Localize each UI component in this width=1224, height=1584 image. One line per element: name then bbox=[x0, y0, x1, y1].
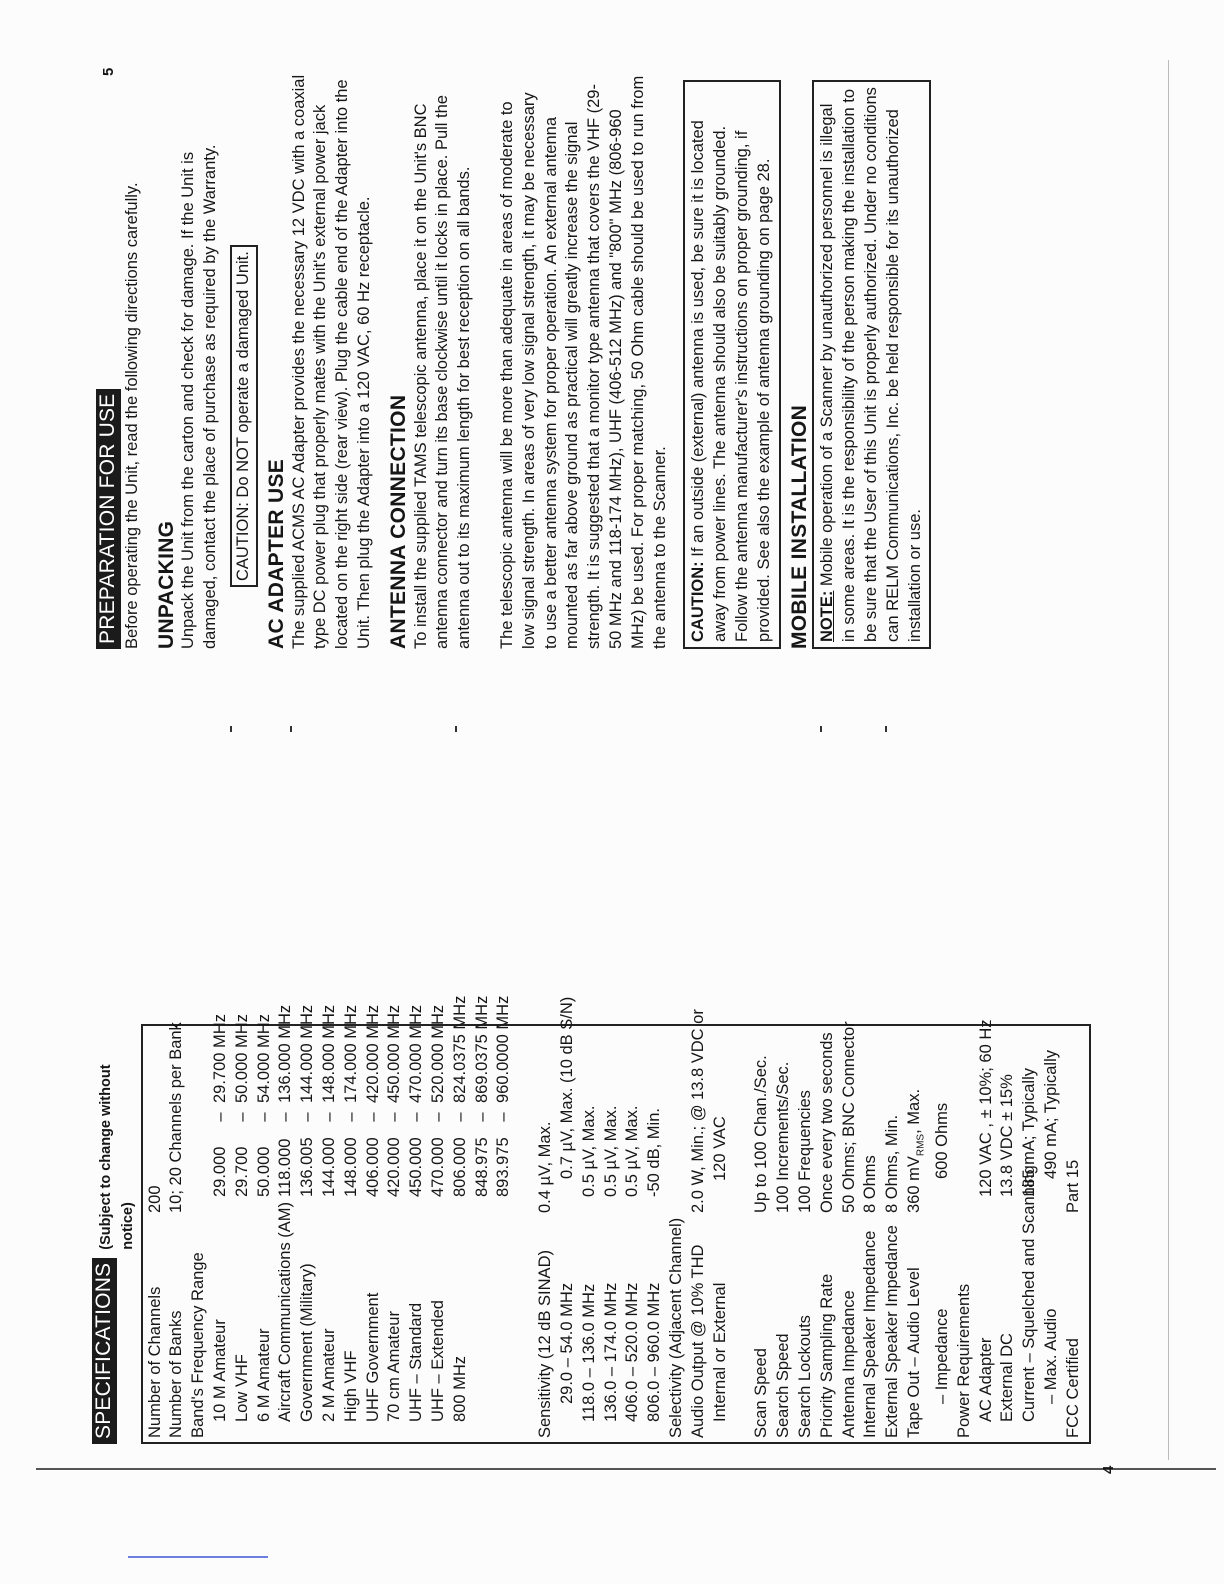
unpacking-text: Unpack the Unit from the carton and check for damage. If the Unit is damaged, contact the place of purchase as required by the Warranty. bbox=[179, 144, 220, 649]
spec-row bbox=[644, 1030, 666, 1438]
spec-label: 800 MHz bbox=[450, 1355, 469, 1422]
spec-value bbox=[472, 996, 494, 1197]
spec-value-text: -50 dB, Min. bbox=[645, 1108, 664, 1197]
spec-value bbox=[210, 1014, 232, 1197]
spec-row bbox=[997, 1030, 1019, 1438]
spec-row bbox=[601, 1030, 623, 1438]
spec-row bbox=[319, 1004, 341, 1438]
antenna-text-1: To install the supplied TAMS telescopic antenna, place it on the Unit's BNC antenna connector and turn its base clockwise until it locks in place. Pull the antenna out to its maximum length for best reception on all bands. bbox=[411, 95, 474, 649]
spec-value-text: Up to 100 Chan./Sec. bbox=[752, 1055, 771, 1213]
spec-value bbox=[1041, 1030, 1063, 1179]
range-high: 29.700 MHz bbox=[210, 1014, 229, 1103]
spec-row bbox=[535, 1030, 557, 1438]
spec-row bbox=[406, 1004, 428, 1438]
spec-value bbox=[579, 1030, 601, 1197]
spec-value bbox=[166, 1022, 188, 1213]
spec-value-text: 10; 20 Channels per Bank bbox=[167, 1022, 186, 1213]
spec-value-text: 600 Ohms bbox=[932, 1102, 951, 1179]
spec-value bbox=[688, 1009, 710, 1213]
antenna-text-2: The telescopic antenna will be more than adequate in areas of moderate to low signal strength. In areas of very low signal strength, it may be necessary to use a better antenna system for proper operation. An external antenna mounted as far above ground as practical will greatly increase the signal strength. It is suggested that a monitor type antenna that covers the VHF (29-50 MHz and 118-174 MHz), UHF (406-512 MHz) and "800" MHz (806-960 MHz) be used. For proper matching, 50 Ohm cable should be used to run from the antenna to the Scanner. bbox=[497, 75, 669, 649]
spec-row bbox=[188, 1030, 210, 1438]
range-high: 148.000 MHz bbox=[319, 1004, 338, 1103]
specifications-subtitle: (Subject to change without notice) bbox=[98, 1064, 136, 1250]
range-high: 960.0000 MHz bbox=[494, 995, 513, 1103]
spec-value bbox=[319, 1005, 341, 1197]
spec-label: Band's Frequency Range bbox=[189, 1252, 208, 1438]
ac-adapter-heading: AC ADAPTER USE bbox=[264, 458, 288, 649]
spec-label: High VHF bbox=[341, 1350, 360, 1422]
range-low: 50.000 bbox=[254, 1146, 273, 1197]
spec-label: Search Speed bbox=[774, 1333, 793, 1438]
spec-label: 406.0 – 520.0 MHz bbox=[623, 1282, 642, 1422]
spec-value bbox=[839, 1021, 861, 1213]
spec-row bbox=[622, 1030, 644, 1438]
spec-label: – Max. Audio bbox=[1041, 1308, 1060, 1404]
spec-label: Current – Squelched and Scanning bbox=[1020, 1165, 1039, 1422]
spec-row bbox=[363, 1004, 385, 1438]
mobile-note-label: NOTE: bbox=[818, 590, 837, 642]
preparation-intro: Before operating the Unit, read the following directions carefully. bbox=[122, 182, 141, 649]
spec-label: 6 M Amateur bbox=[254, 1328, 273, 1422]
range-low: 144.000 bbox=[319, 1137, 338, 1197]
spec-value bbox=[145, 1030, 167, 1213]
spec-value-tail: , Max. bbox=[904, 1088, 923, 1134]
spec-row bbox=[232, 1014, 254, 1438]
scan-mark bbox=[290, 726, 292, 732]
spec-value bbox=[751, 1030, 773, 1213]
spec-row bbox=[1019, 1030, 1041, 1438]
spec-label: 2 M Amateur bbox=[319, 1328, 338, 1422]
range-dash: – bbox=[363, 1112, 382, 1122]
spec-value bbox=[1019, 1030, 1041, 1197]
spec-value bbox=[644, 1030, 666, 1197]
spec-label: External DC bbox=[998, 1333, 1017, 1422]
range-high: 420.000 MHz bbox=[363, 1004, 382, 1103]
spec-value-text: 0.5 µV, Max. bbox=[623, 1105, 642, 1197]
range-dash: – bbox=[428, 1112, 447, 1122]
spec-gap bbox=[515, 1030, 535, 1438]
antenna-caution-label: CAUTION: bbox=[689, 561, 708, 642]
range-high: 520.000 MHz bbox=[428, 1004, 447, 1103]
antenna-heading: ANTENNA CONNECTION bbox=[386, 394, 410, 649]
spec-label: External Speaker Impedance bbox=[883, 1225, 902, 1438]
spec-value bbox=[601, 1030, 623, 1197]
range-dash: – bbox=[450, 1112, 469, 1122]
spec-row bbox=[579, 1030, 601, 1438]
scan-mark bbox=[230, 726, 232, 732]
spec-value bbox=[904, 1030, 932, 1213]
spec-label: UHF – Extended bbox=[428, 1300, 447, 1422]
spec-value-text: 120 VAC , ± 10%; 60 Hz bbox=[976, 1019, 995, 1197]
range-low: 29.700 bbox=[232, 1146, 251, 1197]
spec-label bbox=[493, 1197, 515, 1438]
spec-label: 136.0 – 174.0 MHz bbox=[601, 1282, 620, 1422]
spec-label: Number of Channels bbox=[145, 1286, 164, 1438]
spec-value bbox=[535, 1030, 557, 1213]
spec-row bbox=[932, 1030, 954, 1438]
spec-label: Number of Banks bbox=[167, 1310, 186, 1438]
spec-label: Tape Out – Audio Level bbox=[904, 1267, 923, 1438]
spec-row bbox=[1041, 1030, 1063, 1438]
spec-row bbox=[275, 1004, 297, 1438]
spec-value-text: 13.8 VDC ± 15% bbox=[998, 1074, 1017, 1197]
spec-value bbox=[493, 996, 515, 1197]
mobile-note bbox=[812, 80, 931, 649]
spec-value bbox=[622, 1030, 644, 1197]
spec-row bbox=[1063, 1030, 1085, 1438]
spec-label: Antenna Impedance bbox=[839, 1290, 858, 1438]
spec-row bbox=[751, 1030, 773, 1438]
range-low: 148.000 bbox=[341, 1137, 360, 1197]
spec-label: Government (Military) bbox=[298, 1263, 317, 1422]
spec-label: 806.0 – 960.0 MHz bbox=[645, 1282, 664, 1422]
spec-value bbox=[363, 1005, 385, 1197]
range-high: 54.000 MHz bbox=[254, 1014, 273, 1103]
range-low: 848.975 bbox=[472, 1137, 491, 1197]
range-high: 450.000 MHz bbox=[385, 1004, 404, 1103]
spec-value-text: 490 mA; Typically bbox=[1041, 1049, 1060, 1179]
spec-value bbox=[932, 1030, 954, 1179]
spec-row bbox=[839, 1021, 861, 1438]
spec-value bbox=[384, 1005, 406, 1197]
specifications-table bbox=[141, 995, 1091, 1444]
spec-value-text: 200 bbox=[145, 1185, 164, 1213]
spec-row bbox=[450, 995, 472, 1438]
specifications-page bbox=[92, 995, 1091, 1444]
range-low: 470.000 bbox=[428, 1137, 447, 1197]
spec-value bbox=[188, 1030, 210, 1213]
range-high: 824.0375 MHz bbox=[450, 995, 469, 1103]
spec-value bbox=[860, 1030, 882, 1213]
spec-value-text: 8 Ohms, Min. bbox=[883, 1114, 902, 1213]
spec-value-text: 100 Frequencies bbox=[795, 1090, 814, 1213]
spec-gap bbox=[731, 1030, 751, 1438]
spec-value-text: 100 Increments/Sec. bbox=[774, 1061, 793, 1213]
spec-value-text: 0.4 µV, Max. bbox=[536, 1121, 555, 1213]
spec-value bbox=[882, 1030, 904, 1213]
spec-value bbox=[710, 1030, 732, 1197]
spec-label: Aircraft Communications (AM) bbox=[276, 1201, 295, 1422]
spec-value bbox=[428, 1005, 450, 1197]
range-dash: – bbox=[210, 1112, 229, 1122]
preparation-header bbox=[96, 74, 121, 649]
spec-label: UHF – Standard bbox=[407, 1302, 426, 1422]
range-low: 406.000 bbox=[363, 1137, 382, 1197]
spec-value bbox=[341, 1005, 363, 1197]
ac-adapter-text: The supplied ACMS AC Adapter provides the necessary 12 VDC with a coaxial type DC power plug that properly mates with the Unit's external power jack located on the right side (rear view). Plug the cable end of the Adapter into the Unit. Then plug the Adapter into a 120 VAC, 60 Hz receptacle. bbox=[289, 74, 373, 649]
spec-value bbox=[976, 1019, 998, 1197]
spec-label: Priority Sampling Rate bbox=[817, 1273, 836, 1438]
spec-label: UHF Government bbox=[363, 1292, 382, 1422]
spec-value-text: 2.0 W, Min.; @ 13.8 VDC or bbox=[688, 1009, 707, 1213]
range-high: 50.000 MHz bbox=[232, 1014, 251, 1103]
spec-row bbox=[428, 1004, 450, 1438]
spec-label: AC Adapter bbox=[976, 1337, 995, 1422]
preparation-title: PREPARATION FOR USE bbox=[96, 389, 121, 649]
unpacking-heading: UNPACKING bbox=[154, 520, 178, 649]
spec-value-text: Part 15 bbox=[1063, 1159, 1082, 1213]
spec-row bbox=[773, 1030, 795, 1438]
spec-row bbox=[817, 1030, 839, 1438]
page-number-left: 4 bbox=[1100, 1465, 1117, 1474]
range-dash: – bbox=[407, 1112, 426, 1122]
range-low: 118.000 bbox=[276, 1138, 295, 1197]
spec-value bbox=[666, 1030, 688, 1213]
spec-value-text: 120 VAC bbox=[710, 1116, 729, 1181]
range-low: 450.000 bbox=[407, 1137, 426, 1197]
spec-value-subscript: RMS bbox=[915, 1133, 927, 1157]
range-dash: – bbox=[298, 1112, 317, 1122]
spec-label: 118.0 – 136.0 MHz bbox=[579, 1283, 598, 1422]
spec-row bbox=[254, 1014, 276, 1438]
range-dash: – bbox=[472, 1112, 491, 1122]
spec-row bbox=[493, 995, 515, 1438]
spec-value bbox=[997, 1030, 1019, 1197]
spec-row bbox=[384, 1004, 406, 1438]
range-low: 893.975 bbox=[494, 1137, 513, 1197]
range-low: 420.000 bbox=[385, 1137, 404, 1197]
antenna-caution-text: If an outside (external) antenna is used, be sure it is located away from power lines. The antenna should also be suitably grounded. Follow the antenna manufacturer's instructions on proper grounding, if provided. See also the example of antenna grounding on page 28. bbox=[689, 120, 773, 642]
spec-label: Sensitivity (12 dB SINAD) bbox=[536, 1250, 555, 1438]
spec-value-text: 360 mV bbox=[904, 1156, 923, 1213]
spec-value-text: 8 Ohms bbox=[861, 1155, 880, 1213]
spec-label: Low VHF bbox=[232, 1354, 251, 1422]
range-high: 144.000 MHz bbox=[298, 1004, 317, 1103]
spec-label: Scan Speed bbox=[752, 1348, 771, 1438]
spec-value-text: 50 Ohms; BNC Connector bbox=[839, 1021, 858, 1213]
range-dash: – bbox=[341, 1112, 360, 1122]
range-dash: – bbox=[276, 1112, 295, 1122]
spec-row bbox=[688, 1009, 710, 1438]
spec-label: 29.0 – 54.0 MHz bbox=[557, 1282, 576, 1404]
spec-row bbox=[145, 1030, 167, 1438]
spec-row bbox=[976, 1019, 998, 1438]
spec-label: Audio Output @ 10% THD bbox=[688, 1244, 707, 1438]
spec-value bbox=[297, 1005, 319, 1197]
spec-row bbox=[795, 1030, 817, 1438]
mobile-heading: MOBILE INSTALLATION bbox=[787, 404, 811, 649]
spec-label: Search Lockouts bbox=[795, 1315, 814, 1438]
spec-value-text: 0.5 µV, Max. bbox=[579, 1105, 598, 1197]
range-dash: – bbox=[232, 1112, 251, 1122]
spec-value bbox=[773, 1030, 795, 1213]
page-number-right: 5 bbox=[100, 67, 117, 76]
spec-value bbox=[232, 1014, 254, 1197]
range-dash: – bbox=[254, 1112, 273, 1122]
spec-value bbox=[817, 1030, 839, 1213]
spec-value bbox=[557, 997, 579, 1179]
spec-label: Selectivity (Adjacent Channel) bbox=[666, 1217, 685, 1438]
spec-value bbox=[450, 996, 472, 1197]
range-high: 869.0375 MHz bbox=[472, 995, 491, 1103]
spec-value bbox=[275, 1005, 297, 1197]
spec-row bbox=[557, 996, 579, 1438]
range-low: 806.000 bbox=[450, 1137, 469, 1197]
range-dash: – bbox=[494, 1112, 513, 1122]
spec-row bbox=[666, 1030, 688, 1438]
spec-row bbox=[472, 995, 494, 1438]
spec-value bbox=[954, 1030, 976, 1213]
antenna-caution bbox=[683, 80, 780, 649]
spec-label: FCC Certified bbox=[1063, 1338, 1082, 1438]
range-high: 174.000 MHz bbox=[341, 1004, 360, 1103]
spec-value bbox=[254, 1014, 276, 1197]
range-dash: – bbox=[385, 1112, 404, 1122]
range-high: 136.000 MHz bbox=[276, 1004, 295, 1103]
spec-label bbox=[472, 1197, 494, 1438]
spec-value bbox=[795, 1030, 817, 1213]
spec-row bbox=[904, 1030, 932, 1438]
spec-value-text: 0.7 µV, Max. (10 dB S/N) bbox=[557, 996, 576, 1179]
specifications-title: SPECIFICATIONS bbox=[92, 1258, 117, 1444]
spec-label: 10 M Amateur bbox=[210, 1319, 229, 1422]
spec-row bbox=[954, 1030, 976, 1438]
scan-mark bbox=[455, 726, 457, 732]
range-low: 136.005 bbox=[298, 1137, 317, 1197]
spec-value-text: 185 mA; Typically bbox=[1020, 1067, 1039, 1197]
spec-value-text: 0.5 µV, Max. bbox=[601, 1105, 620, 1197]
spec-label: Power Requirements bbox=[954, 1283, 973, 1438]
spec-row bbox=[210, 1014, 232, 1438]
spec-label: Internal or External bbox=[710, 1282, 729, 1422]
unpacking-caution: CAUTION: Do NOT operate a damaged Unit. bbox=[230, 245, 258, 587]
spec-row bbox=[860, 1030, 882, 1438]
spec-label: 70 cm Amateur bbox=[385, 1311, 404, 1422]
spec-row bbox=[882, 1030, 904, 1438]
spec-value-text: Once every two seconds bbox=[817, 1032, 836, 1213]
spec-row bbox=[341, 1004, 363, 1438]
range-low: 29.000 bbox=[210, 1146, 229, 1197]
preparation-page bbox=[96, 74, 931, 649]
spec-label: Internal Speaker Impedance bbox=[861, 1230, 880, 1438]
scan-mark bbox=[885, 726, 887, 732]
scan-mark bbox=[820, 726, 822, 732]
spec-row bbox=[166, 1022, 188, 1438]
spec-value bbox=[406, 1005, 428, 1197]
spec-label: – Impedance bbox=[932, 1308, 951, 1404]
mobile-note-text: Mobile operation of a Scanner by unauthorized personnel is illegal in some areas. It is the responsibility of the person making the installation to be sure that the User of this Unit is properly authorized. Under no conditions can RELM Communications, Inc. be held responsible for its unauthorized installation or use. bbox=[818, 87, 924, 642]
spec-row bbox=[710, 1030, 732, 1438]
spec-row bbox=[297, 1004, 319, 1438]
range-high: 470.000 MHz bbox=[407, 1004, 426, 1103]
specifications-header bbox=[92, 1024, 140, 1444]
spec-value bbox=[1063, 1030, 1085, 1213]
range-dash: – bbox=[319, 1112, 338, 1122]
